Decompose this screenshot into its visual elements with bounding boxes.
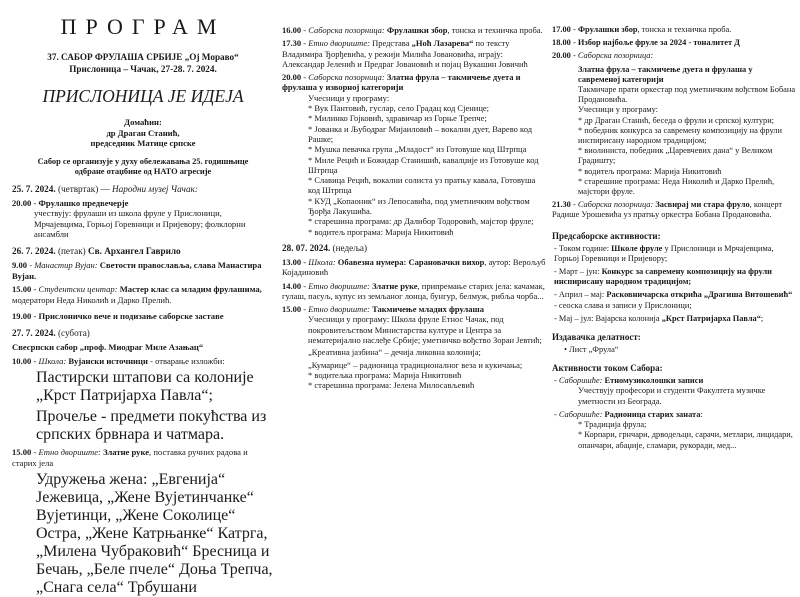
list-item: * водитељ програма: Марија Никитовић bbox=[578, 166, 722, 176]
section-heading: Активности током Сабора: bbox=[552, 363, 663, 374]
publication-item: • Лист „Фрула“ bbox=[564, 345, 619, 355]
day-heading: 26. 7. 2024. (петак) Св. Архангел Гаврило bbox=[12, 246, 181, 257]
event-description: Такмичаре прати оркестар под уметничким вођством Бобана Продановића. bbox=[578, 85, 796, 105]
event-description: „Кумарице“ – радионица традиционалног веза и кукичања; bbox=[308, 359, 523, 370]
activity-item: - Март – јун: Конкурс за савремену композицију на фрули инспирисану народном традицијом; bbox=[554, 267, 773, 287]
event-description: учествују: фрулаши из школа фруле у Прислоници, Мрчајевцима, Горњој Горевници и Пријевору; фолклорни ансамбли bbox=[34, 208, 246, 239]
event-item: 13.00 - Школа: Обавезна нумера: Сарановачки вихор, аутор: Верољуб Којадиновић bbox=[282, 256, 546, 278]
exhibition-item: Пастирски штапови са колоније „Крст Патријарха Павла“; bbox=[36, 369, 254, 405]
page-title: ПРОГРАМ bbox=[60, 14, 226, 39]
event-item: 15.00 - Етно двориште: Златне руке, поставка ручних радова и старих јела bbox=[12, 447, 248, 468]
event-item: 17.00 - Фрулашки збор, тонска и техничка проба. bbox=[552, 25, 732, 34]
note-line-2: одбране отаџбине од НАТО агресије bbox=[74, 166, 212, 176]
list-item: * Традиција фрула; bbox=[578, 420, 647, 430]
associations-list: Удружења жена: „Евгенија“ Јежевица, „Жене Вујетинчанке“ Вујетинци, „Жене Соколице“ Остра, „Жене Катрњанке“ Катрга, „Милена Чубраковић“ Бресница и Бечањ, „Беле пчеле“ Доња Трепча, „Снага села“ Трбушани bbox=[36, 471, 273, 597]
event-item: 20.00 - Саборска позорница: Златна фрула – такмичење дуета и фрулаша у изворној категорији bbox=[282, 72, 521, 93]
activity-item: - Саборишће: Етномузиколошки записи bbox=[554, 376, 704, 386]
activity-item: - Мај – јул: Вајарска колонија „Крст Патријарха Павла“; bbox=[554, 313, 764, 323]
column-left bbox=[12, 0, 274, 597]
section-heading: Издавачка делатност: bbox=[552, 332, 641, 343]
event-item: 15.00 - Етно двориште: Такмичење младих фрулаша bbox=[282, 304, 484, 315]
list-item: * Корпари, грнчари, дрводељци, сарачи, метлари, лицидари, опанчари, абаџије, сламари, рукоради, мед... bbox=[578, 430, 793, 450]
activity-description: Учествују професори и студенти Факултета музичке уметности из Београда. bbox=[578, 386, 766, 406]
column-middle bbox=[282, 22, 546, 391]
event-item: 15.00 - Студентски центар: Мастер клас са младим фрулашима, модератори Неда Николић и Дарко Прелић. bbox=[12, 284, 262, 305]
day-heading: 27. 7. 2024. (субота) bbox=[12, 328, 90, 339]
event-item: 16.00 - Саборска позорница: Фрулашки збор, тонска и техничка проба. bbox=[282, 25, 543, 35]
list-item: * Славица Рецић, вокални солиста уз пратњу кавала, Готовуша код Штрпца bbox=[308, 175, 536, 196]
activity-item: - Саборишће: Радионица старих заната: bbox=[554, 409, 703, 419]
list-item: * Миле Рецић и Божидар Станишић, кавалџије из Готовуше код Штрпца bbox=[308, 154, 539, 175]
list-item: * др Драган Станић, беседа о фрули и српској култури; bbox=[578, 115, 775, 125]
day-heading: 25. 7. 2024. (четвртак) — Народни музеј Чачак: bbox=[12, 183, 198, 194]
host-name: др Драган Станић, bbox=[106, 127, 180, 138]
exhibition-item: Прочеље - предмети покућства из српских брвнара и чатмара. bbox=[36, 408, 267, 444]
list-item: * Јованка и Љубодраг Мијаиловић – вокални дует, Варево код Рашке; bbox=[308, 123, 533, 144]
list-item: * Мушка певачка група „Младост“ из Готовуше код Штрпца bbox=[308, 144, 527, 155]
festival-name: 37. САБОР ФРУЛАША СРБИЈЕ „Ој Мораво“ bbox=[47, 52, 239, 62]
section-heading: Предсаборске активности: bbox=[552, 230, 661, 241]
list-item: * победник конкурса за савремену композицију на фрули инспирисану народном традицијом; bbox=[578, 125, 782, 146]
list-item: * старешине програма: Неда Николић и Дарко Прелић, мајстори фруле. bbox=[578, 176, 775, 197]
event-item: 10.00 - Школа: Вујански источници - отварање изложби: bbox=[12, 355, 225, 366]
list-item: * водитељка програма: Марија Никитовић bbox=[308, 369, 462, 380]
event-item: 20.00 - Фрулашко предвечерје bbox=[12, 197, 129, 208]
note-line-1: Сабор се организује у духу обележавања 25. годишњице bbox=[37, 156, 249, 166]
event-item: 9.00 - Манастир Вујан: Светости православља, слава Манастира Вујан. bbox=[12, 260, 262, 281]
participants-label: Учесници у програму: bbox=[578, 105, 658, 115]
place-dates: Прислоница – Чачак, 27-28. 7. 2024. bbox=[69, 63, 217, 74]
event-item: 17.30 - Етно двориште: Представа „Ноћ Лазарева“ по тексту Владимира Ђорђевића, у режији Милића Јовановића, играју: Александар Јеленић и Предраг Јовановић и појац Вукашин Јовичић bbox=[282, 38, 528, 69]
column-right bbox=[552, 22, 796, 451]
event-item: 14.00 - Етно двориште: Златне руке, припремање старих јела: качамак, гулаш, пасуљ, купус из земљаног лонца, бунгур, белмуж, рибља чорба... bbox=[282, 280, 545, 301]
event-item: Свесрпски сабор „проф. Миодраг Миле Азањац“ bbox=[12, 342, 204, 353]
event-item: 20.00 - Саборска позорница: bbox=[552, 51, 654, 61]
event-description: „Креативна јазбина“ – дечија ликовна колонија; bbox=[308, 347, 481, 358]
list-item: * старешина програма: Јелена Милосављевић bbox=[308, 380, 475, 391]
list-item: * Вук Пантовић, гуслар, село Градац код Сјенице; bbox=[308, 103, 490, 114]
event-item: 21.30 - Саборска позорница: Засвирај ми стара фруло, концерт Радише Урошевића уз пратњу оркестра Бобана Продановића. bbox=[552, 200, 783, 220]
event-title: Златна фрула – такмичење дуета и фрулаша у савременој категорији bbox=[578, 64, 753, 84]
event-description: Учесници у програму: Школа фруле Етнос Чачак, под покровитељством Министарства културе и Центра за нематеријално наслеђе Србије; уметничко вођство Зоран Јевтић; bbox=[308, 314, 542, 346]
list-item: * старешина програма: др Далибор Тодоровић, мајстор фруле; bbox=[308, 216, 534, 227]
activity-item: - Током године: Школе фруле у Прислоници и Мрчајевцима, Горњој Горевници и Пријевору; bbox=[554, 243, 774, 263]
host-role: председник Матице српске bbox=[90, 138, 196, 149]
slogan: ПРИСЛОНИЦА ЈЕ ИДЕЈА bbox=[42, 86, 244, 106]
activity-item: - Април – мај: Расковничарска открића „Драгиша Витошевић“ - сеоска слава и записи у Прислоници; bbox=[554, 290, 793, 310]
day-heading: 28. 07. 2024. (недеља) bbox=[282, 242, 368, 253]
list-item: * виолинистa, победник „Царевчевих дана“ у Великом Градишту; bbox=[578, 146, 773, 166]
host-label: Домаћин: bbox=[124, 117, 162, 127]
list-item: * КУД „Копаоник“ из Лепосавића, под уметничким вођством Ђорђа Лакушића. bbox=[308, 195, 530, 217]
event-item: 18.00 - Избор најбоље фруле за 2024 - тоналитет Д bbox=[552, 38, 740, 48]
participants-label: Учесници у програму: bbox=[308, 92, 390, 103]
event-item: 19.00 - Прислоничко вече и подизање саборске заставе bbox=[12, 311, 224, 322]
list-item: * водитељ програма: Марија Никитовић bbox=[308, 226, 454, 237]
list-item: * Милинко Гојковић, здравичар из Горње Трепче; bbox=[308, 113, 487, 124]
